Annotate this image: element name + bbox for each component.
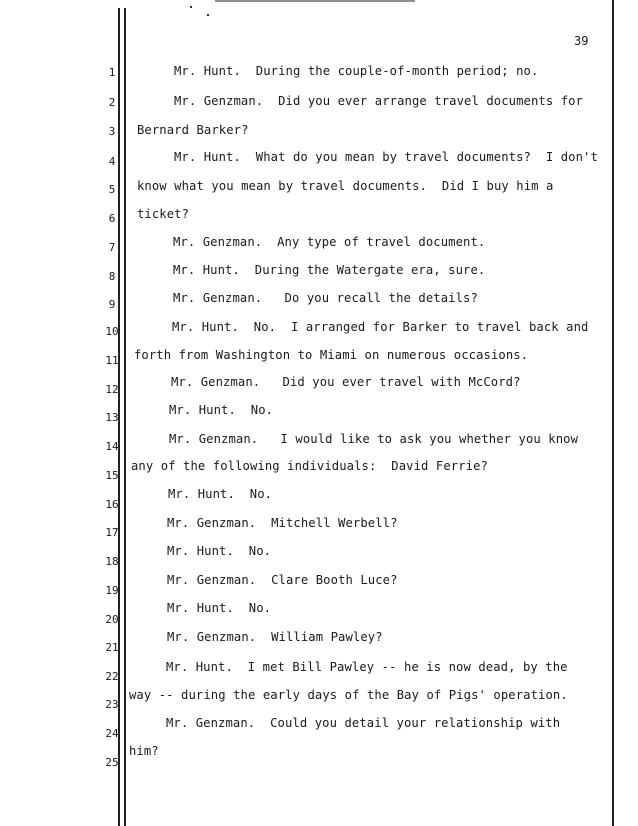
transcript-line: Mr. Genzman. Any type of travel document.	[173, 235, 486, 249]
scan-speck	[207, 14, 209, 16]
line-number: 23	[105, 698, 119, 711]
line-number: 15	[105, 469, 119, 482]
transcript-line: Mr. Genzman. Did you ever travel with McCord?	[171, 375, 521, 389]
transcript-line: ticket?	[137, 207, 190, 221]
transcript-line: him?	[129, 744, 159, 758]
transcript-line: Mr. Genzman. Do you recall the details?	[173, 291, 478, 305]
transcript-line: Mr. Hunt. No.	[167, 601, 272, 615]
line-number: 12	[105, 383, 119, 396]
transcript-line: know what you mean by travel documents. Did I buy him a	[137, 179, 554, 193]
transcript-line: Mr. Hunt. What do you mean by travel documents? I don't	[174, 150, 598, 164]
transcript-line: Mr. Genzman. William Pawley?	[167, 630, 383, 644]
page-number: 39	[574, 34, 589, 48]
line-number: 21	[105, 641, 119, 654]
transcript-line: any of the following individuals: David Ferrie?	[131, 459, 488, 473]
line-number: 14	[105, 440, 119, 453]
line-number: 7	[108, 241, 116, 254]
line-number: 6	[108, 212, 116, 225]
transcript-line: Mr. Genzman. Did you ever arrange travel documents for	[174, 94, 584, 108]
line-number: 3	[108, 125, 116, 138]
line-number: 17	[105, 526, 119, 539]
scan-artifact-top	[215, 0, 415, 2]
transcript-line: Mr. Genzman. I would like to ask you whether you know	[169, 432, 579, 446]
transcript-line: forth from Washington to Miami on numerous occasions.	[134, 348, 529, 362]
transcript-line: Mr. Hunt. During the couple-of-month period; no.	[174, 64, 539, 78]
line-number: 13	[105, 411, 119, 424]
transcript-line: Mr. Hunt. No.	[169, 403, 274, 417]
line-number: 22	[105, 670, 119, 683]
line-number: 4	[108, 155, 116, 168]
transcript-line: Mr. Hunt. During the Watergate era, sure.	[173, 263, 486, 277]
line-number: 2	[108, 96, 116, 109]
line-number: 5	[108, 183, 116, 196]
line-number: 24	[105, 727, 119, 740]
transcript-line: Mr. Genzman. Mitchell Werbell?	[167, 516, 398, 530]
line-number: 1	[108, 66, 116, 79]
scan-speck	[190, 6, 192, 8]
right-margin-rule	[612, 0, 614, 826]
line-number: 25	[105, 756, 119, 769]
line-number: 8	[108, 270, 116, 283]
line-number: 18	[105, 555, 119, 568]
line-number: 9	[108, 298, 116, 311]
transcript-line: Mr. Genzman. Clare Booth Luce?	[167, 573, 398, 587]
line-number: 19	[105, 584, 119, 597]
transcript-line: Mr. Hunt. No.	[168, 487, 273, 501]
transcript-line: Bernard Barker?	[137, 123, 249, 137]
transcript-line: way -- during the early days of the Bay of Pigs' operation.	[129, 688, 568, 702]
line-number: 20	[105, 613, 119, 626]
line-number: 11	[105, 354, 119, 367]
transcript-line: Mr. Hunt. I met Bill Pawley -- he is now dead, by the	[166, 660, 568, 674]
left-margin-rule	[124, 8, 126, 826]
transcript-line: Mr. Genzman. Could you detail your relationship with	[166, 716, 561, 730]
line-number: 10	[105, 325, 119, 338]
line-number: 16	[105, 498, 119, 511]
transcript-line: Mr. Hunt. No.	[167, 544, 272, 558]
transcript-line: Mr. Hunt. No. I arranged for Barker to travel back and	[172, 320, 589, 334]
